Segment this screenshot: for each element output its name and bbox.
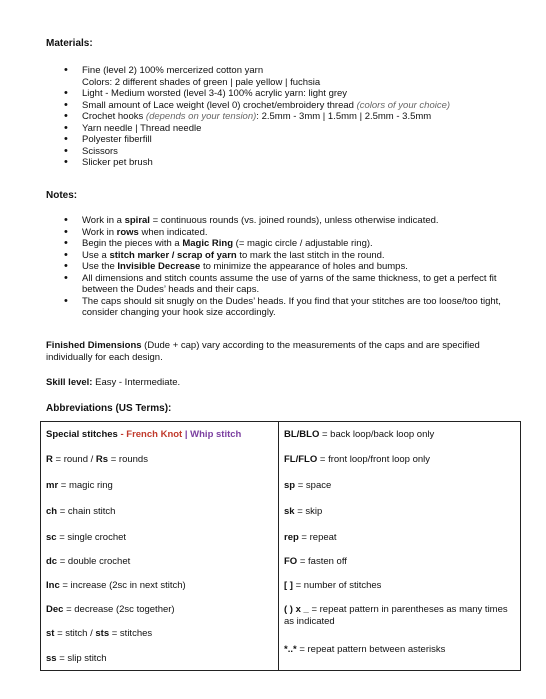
list-item: [64, 250, 524, 262]
list-item: [64, 100, 524, 112]
table-row: [46, 506, 274, 518]
finished-dimensions: [46, 340, 506, 363]
list-item: [64, 88, 524, 100]
notes-heading: Notes:: [46, 190, 78, 201]
list-item: [64, 227, 524, 239]
abbrev-def: = double crochet: [57, 556, 131, 567]
list-item: [64, 296, 524, 319]
table-row: [46, 556, 274, 568]
list-item-text: Light - Medium worsted (level 3-4) 100% acrylic yarn: light grey: [82, 88, 348, 99]
list-item: [64, 123, 524, 135]
special-stitches-dash: -: [117, 429, 127, 440]
list-item-text: Use the: [82, 261, 118, 272]
abbrev-def: = rounds: [108, 454, 148, 465]
materials-list: [64, 65, 524, 169]
list-item-text: Work in: [82, 226, 117, 238]
abbreviations-heading: Abbreviations (US Terms):: [46, 403, 172, 414]
abbrev-def: = increase (2sc in next stitch): [59, 580, 186, 591]
skill-level-label: Skill level:: [46, 377, 93, 388]
finished-dimensions-text: (Dude + cap) vary according to the measurements of the caps and are specified individually for each design.: [46, 340, 480, 363]
list-item-text: Crochet hooks: [82, 111, 146, 122]
materials-heading: Materials:: [46, 38, 93, 49]
abbrev-def: = stitches: [109, 628, 153, 639]
list-item-emphasis: rows: [116, 226, 139, 238]
list-item-text: Begin the pieces with a: [82, 238, 183, 249]
table-row: [284, 604, 516, 627]
list-item-text: Scissors: [82, 145, 118, 157]
abbreviations-right-column: [279, 422, 520, 670]
table-row: [284, 580, 516, 592]
abbrev-def: = repeat pattern between asterisks: [296, 644, 446, 655]
table-row: [284, 454, 516, 466]
list-item: [64, 238, 524, 250]
skill-level-text: Easy - Intermediate.: [92, 377, 181, 388]
abbrev-term: ss: [46, 653, 57, 664]
special-stitches-row: [46, 429, 274, 441]
notes-list: [64, 215, 524, 319]
abbrev-def: = slip stitch: [56, 653, 107, 664]
abbrev-term: sts: [95, 628, 110, 639]
abbrev-term: st: [46, 628, 55, 639]
list-item-note: (depends on your tension): [145, 111, 257, 122]
abbrev-term: sc: [46, 532, 57, 543]
list-item: [64, 111, 524, 123]
table-row: [284, 532, 516, 544]
abbrev-def: = fasten off: [297, 556, 347, 567]
table-row: [46, 580, 274, 592]
abbrev-term: *..*: [284, 644, 297, 655]
abbrev-term: sk: [284, 506, 295, 517]
list-item-text: Small amount of Lace weight (level 0) crochet/embroidery thread: [82, 99, 357, 111]
abbrev-term: ch: [46, 506, 58, 517]
list-item-text: Slicker pet brush: [82, 157, 153, 168]
list-item-text: Work in a: [82, 215, 125, 226]
abbrev-term: Dec: [46, 604, 64, 615]
abbrev-term: sp: [284, 480, 296, 491]
abbrev-term: FL/FLO: [284, 454, 318, 465]
list-item-text: Yarn needle | Thread needle: [82, 122, 202, 134]
list-item-emphasis: spiral: [124, 215, 150, 226]
abbrev-def: = back loop/back loop only: [319, 429, 435, 440]
table-row: [284, 506, 516, 518]
abbrev-term: BL/BLO: [284, 429, 320, 440]
table-row: [284, 556, 516, 568]
table-row: [46, 604, 274, 616]
table-row: [46, 532, 274, 544]
abbrev-def: = repeat pattern in parentheses as many times as indicated: [284, 604, 508, 627]
special-stitches-label: Special stitches: [46, 429, 118, 440]
table-row: [46, 480, 274, 492]
abbrev-term: Inc: [46, 580, 60, 591]
abbrev-def: = repeat: [298, 532, 337, 543]
abbrev-def: = front loop/front loop only: [317, 454, 431, 465]
list-item: [64, 146, 524, 158]
abbrev-def: = chain stitch: [57, 506, 116, 517]
abbrev-def: = single crochet: [56, 532, 127, 543]
list-item: [64, 134, 524, 146]
list-item-text: to mark the last stitch in the round.: [236, 249, 385, 261]
abbrev-def: = skip: [294, 506, 323, 517]
list-item-text: All dimensions and stitch counts assume the use of yarns of the same thickness, to get a perfect fit between the Dudes’ heads and their caps.: [82, 272, 497, 295]
abbrev-term: ( ) x _: [284, 604, 309, 615]
abbrev-def: = round /: [52, 454, 96, 465]
list-item: [64, 273, 524, 296]
table-row: [46, 628, 274, 640]
abbrev-term: dc: [46, 556, 58, 567]
list-item-text: Polyester fiberfill: [82, 134, 152, 145]
list-item-emphasis: Invisible Decrease: [117, 261, 201, 272]
table-row: [284, 644, 516, 656]
whip-stitch-label: Whip stitch: [190, 429, 242, 440]
table-row: [46, 454, 274, 466]
abbreviations-table: [40, 421, 521, 671]
abbrev-def: = stitch /: [54, 628, 96, 639]
list-item: [64, 65, 524, 88]
special-stitches-separator: |: [182, 429, 191, 440]
list-item-text: Fine (level 2) 100% mercerized cotton yarn: [82, 65, 264, 76]
abbrev-def: = magic ring: [58, 480, 113, 491]
table-row: [284, 480, 516, 492]
abbrev-term: rep: [284, 532, 299, 543]
list-item-text: The caps should sit snugly on the Dudes’ heads. If you find that your stitches are too loose/too tight, consider changing your hook size accordingly.: [82, 295, 501, 318]
abbrev-def: = space: [295, 480, 332, 491]
list-item-text: when indicated.: [138, 226, 208, 238]
abbrev-term: FO: [284, 556, 298, 567]
list-item: [64, 215, 524, 227]
list-item-text: Use a: [82, 249, 110, 261]
list-item-text: : 2.5mm - 3mm | 1.5mm | 2.5mm - 3.5mm: [256, 111, 432, 122]
list-item: [64, 157, 524, 169]
list-item-subtext: Colors: 2 different shades of green | pale yellow | fuchsia: [82, 76, 321, 88]
abbreviations-left-column: [41, 422, 279, 670]
list-item-text: to minimize the appearance of holes and bumps.: [200, 261, 408, 272]
finished-dimensions-label: Finished Dimensions: [46, 340, 142, 351]
list-item-note: (colors of your choice): [356, 99, 451, 111]
abbrev-def: = decrease (2sc together): [63, 604, 175, 615]
list-item: [64, 261, 524, 273]
french-knot-label: French Knot: [126, 429, 183, 440]
list-item-emphasis: stitch marker / scrap of yarn: [109, 249, 237, 261]
abbrev-def: = number of stitches: [292, 580, 382, 591]
list-item-text: = continuous rounds (vs. joined rounds), unless otherwise indicated.: [149, 215, 439, 226]
abbrev-term: R: [46, 454, 53, 465]
abbrev-term: mr: [46, 480, 59, 491]
table-row: [46, 653, 274, 665]
table-row: [284, 429, 516, 441]
list-item-text: (= magic circle / adjustable ring).: [233, 238, 373, 249]
abbrev-term: [ ]: [284, 580, 293, 591]
skill-level: [46, 377, 506, 389]
list-item-emphasis: Magic Ring: [182, 238, 234, 249]
abbrev-term: Rs: [95, 454, 109, 465]
